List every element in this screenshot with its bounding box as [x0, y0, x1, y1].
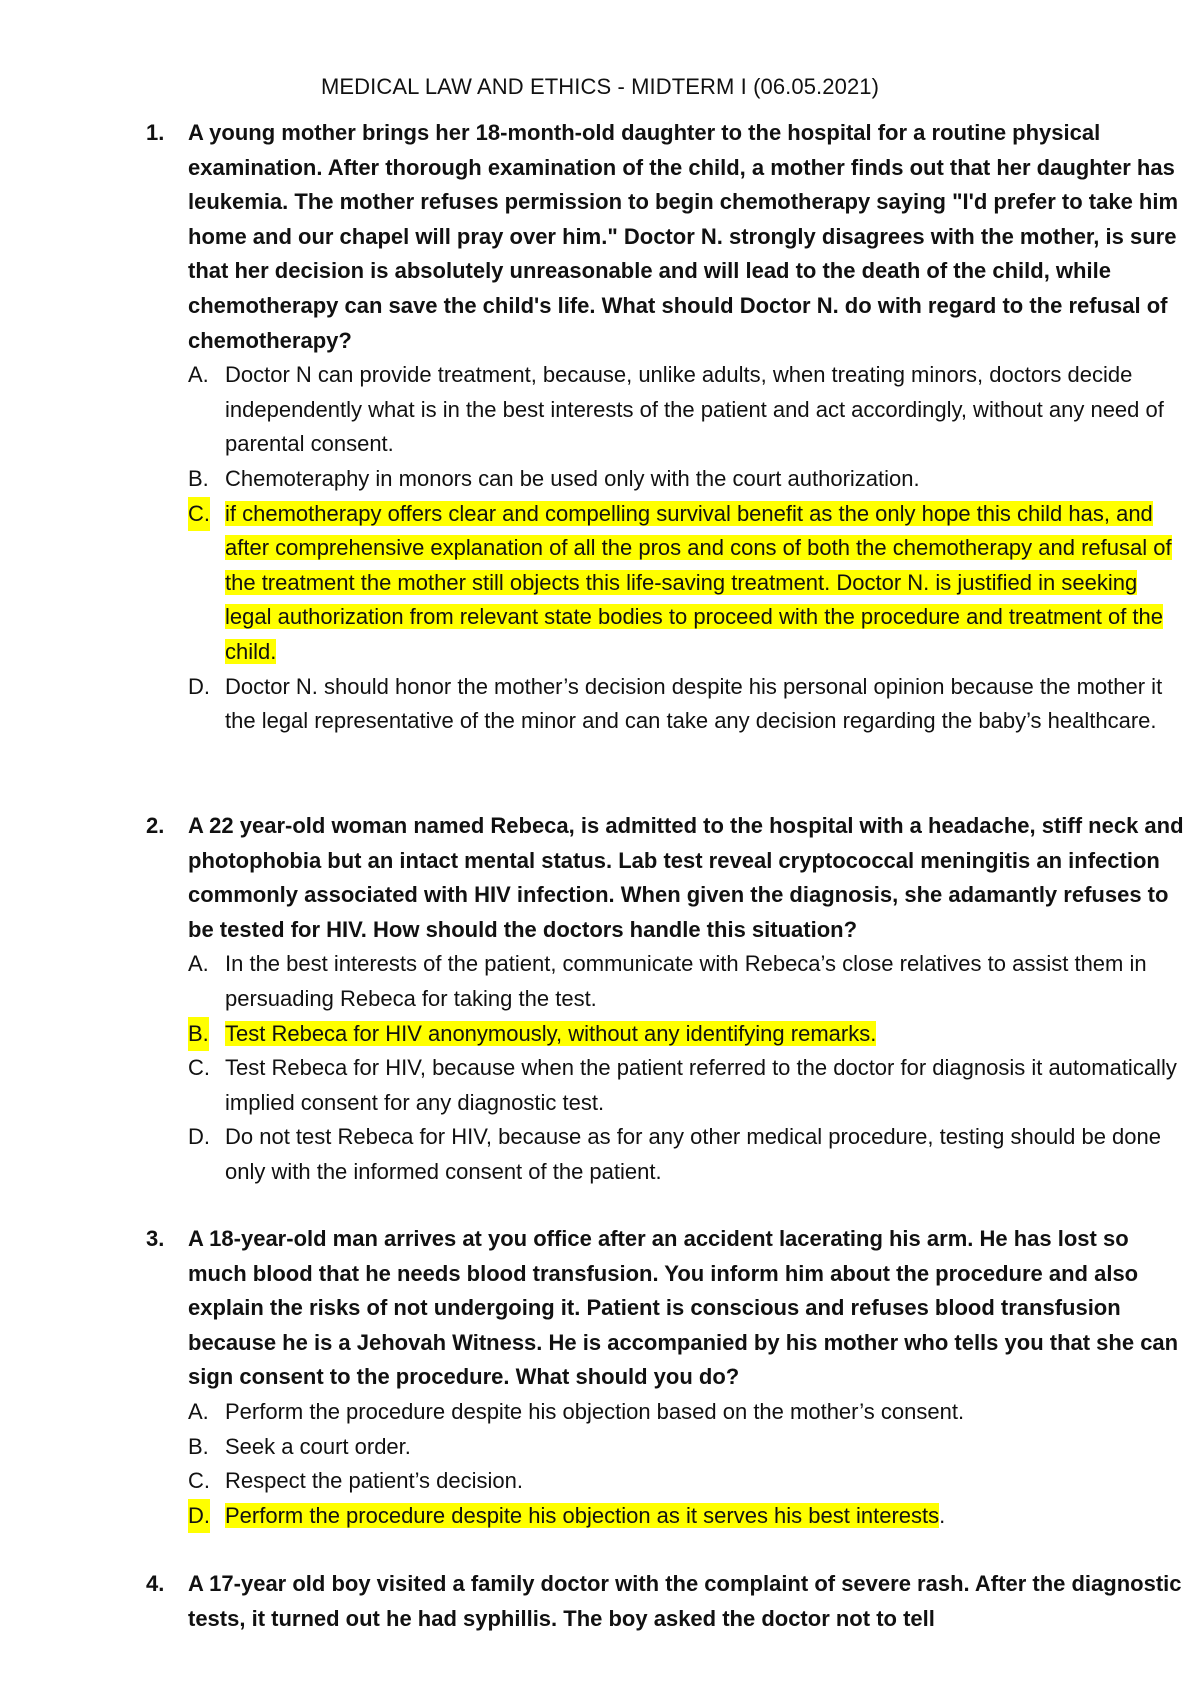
- question-2: [146, 809, 1186, 1190]
- option-letter: B.: [188, 465, 209, 491]
- option-text: Chemoteraphy in monors can be used only with the court authorization.: [225, 465, 920, 491]
- option-c-highlighted: [146, 497, 1186, 670]
- question-number: 3.: [146, 1226, 165, 1251]
- question-text: A 22 year-old woman named Rebeca, is admitted to the hospital with a headache, stiff neck and photophobia but an intact mental status. Lab test reveal cryptococcal meningitis an infection commonly associated with HIV infection. When given the diagnosis, she adamantly refuses to be tested for HIV. How should the doctors handle this situation?: [188, 813, 1184, 942]
- option-letter: B.: [188, 1017, 209, 1052]
- question-3: [146, 1222, 1186, 1533]
- question-number: 1.: [146, 120, 165, 145]
- option-letter: B.: [188, 1433, 209, 1459]
- option-a: [146, 1395, 1186, 1430]
- option-text: Do not test Rebeca for HIV, because as for any other medical procedure, testing should be done only with the informed consent of the patient.: [225, 1124, 1161, 1184]
- option-text: Doctor N. should honor the mother’s decision despite his personal opinion because the mother it the legal representative of the minor and can take any decision regarding the baby’s healthcare.: [225, 673, 1163, 734]
- option-text: Test Rebeca for HIV, because when the patient referred to the doctor for diagnosis it automatically implied consent for any diagnostic test.: [225, 1055, 1177, 1115]
- option-text: Respect the patient’s decision.: [225, 1468, 523, 1494]
- question-1: [146, 116, 1186, 739]
- option-text: Perform the procedure despite his objection based on the mother’s consent.: [225, 1398, 965, 1424]
- option-text: In the best interests of the patient, communicate with Rebeca’s close relatives to assist them in persuading Rebeca for taking the test.: [225, 951, 1147, 1011]
- option-letter: A.: [188, 1398, 209, 1424]
- option-suffix: .: [939, 1502, 946, 1528]
- question-text: A 17-year old boy visited a family doctor with the complaint of severe rash. After the diagnostic tests, it turned out he had syphillis. The boy asked the doctor not to tell: [188, 1571, 1182, 1631]
- option-list: [146, 358, 1186, 739]
- option-d-highlighted: [146, 1499, 1186, 1534]
- option-letter: D.: [188, 673, 210, 699]
- option-d: [146, 670, 1186, 739]
- option-letter: C.: [188, 1468, 210, 1494]
- page-title: MEDICAL LAW AND ETHICS - MIDTERM I (06.05.2021): [320, 74, 880, 99]
- option-list: [146, 1395, 1186, 1533]
- option-letter: A.: [188, 951, 209, 977]
- option-text: Seek a court order.: [225, 1433, 411, 1459]
- option-letter: C.: [188, 1055, 210, 1081]
- question-number: 2.: [146, 813, 165, 838]
- option-d: [146, 1120, 1186, 1189]
- option-a: [146, 947, 1186, 1016]
- option-text: if chemotherapy offers clear and compelling survival benefit as the only hope this child has, and after comprehensive explanation of all the pros and cons of both the chemotherapy and refusal of the treatment the mother still objects this life-saving treatment. Doctor N. is justified in seeking legal authorization from relevant state bodies to proceed with the procedure and treatment of the child.: [225, 500, 1172, 664]
- question-text: A young mother brings her 18-month-old daughter to the hospital for a routine physical examination. After thorough examination of the child, a mother finds out that her daughter has leukemia. The mother refuses permission to begin chemotherapy saying "I'd prefer to take him home and our chapel will pray over him." Doctor N. strongly disagrees with the mother, is sure that her decision is absolutely unreasonable and will lead to the death of the child, while chemotherapy can save the child's life. What should Doctor N. do with regard to the refusal of chemotherapy?: [188, 120, 1179, 353]
- option-b-highlighted: [146, 1017, 1186, 1052]
- option-text: Test Rebeca for HIV anonymously, without any identifying remarks.: [225, 1020, 877, 1046]
- option-letter: D.: [188, 1499, 210, 1534]
- option-list: [146, 947, 1186, 1189]
- option-letter: D.: [188, 1124, 210, 1150]
- option-text: Doctor N can provide treatment, because, unlike adults, when treating minors, doctors decide independently what is in the best interests of the patient and act accordingly, without any need of parental consent.: [225, 362, 1164, 457]
- option-b: [146, 1430, 1186, 1465]
- option-letter: A.: [188, 362, 209, 388]
- option-letter: C.: [188, 497, 210, 532]
- question-number: 4.: [146, 1571, 165, 1596]
- question-text: A 18-year-old man arrives at you office after an accident lacerating his arm. He has lost so much blood that he needs blood transfusion. You inform him about the procedure and also explain the risks of not undergoing it. Patient is conscious and refuses blood transfusion because he is a Jehovah Witness. He is accompanied by his mother who tells you that she can sign consent to the procedure. What should you do?: [188, 1226, 1179, 1390]
- option-c: [146, 1051, 1186, 1120]
- option-a: [146, 358, 1186, 462]
- question-4: [146, 1567, 1186, 1636]
- option-b: [146, 462, 1186, 497]
- option-text: Perform the procedure despite his objection as it serves his best interests: [225, 1502, 940, 1528]
- option-c: [146, 1464, 1186, 1499]
